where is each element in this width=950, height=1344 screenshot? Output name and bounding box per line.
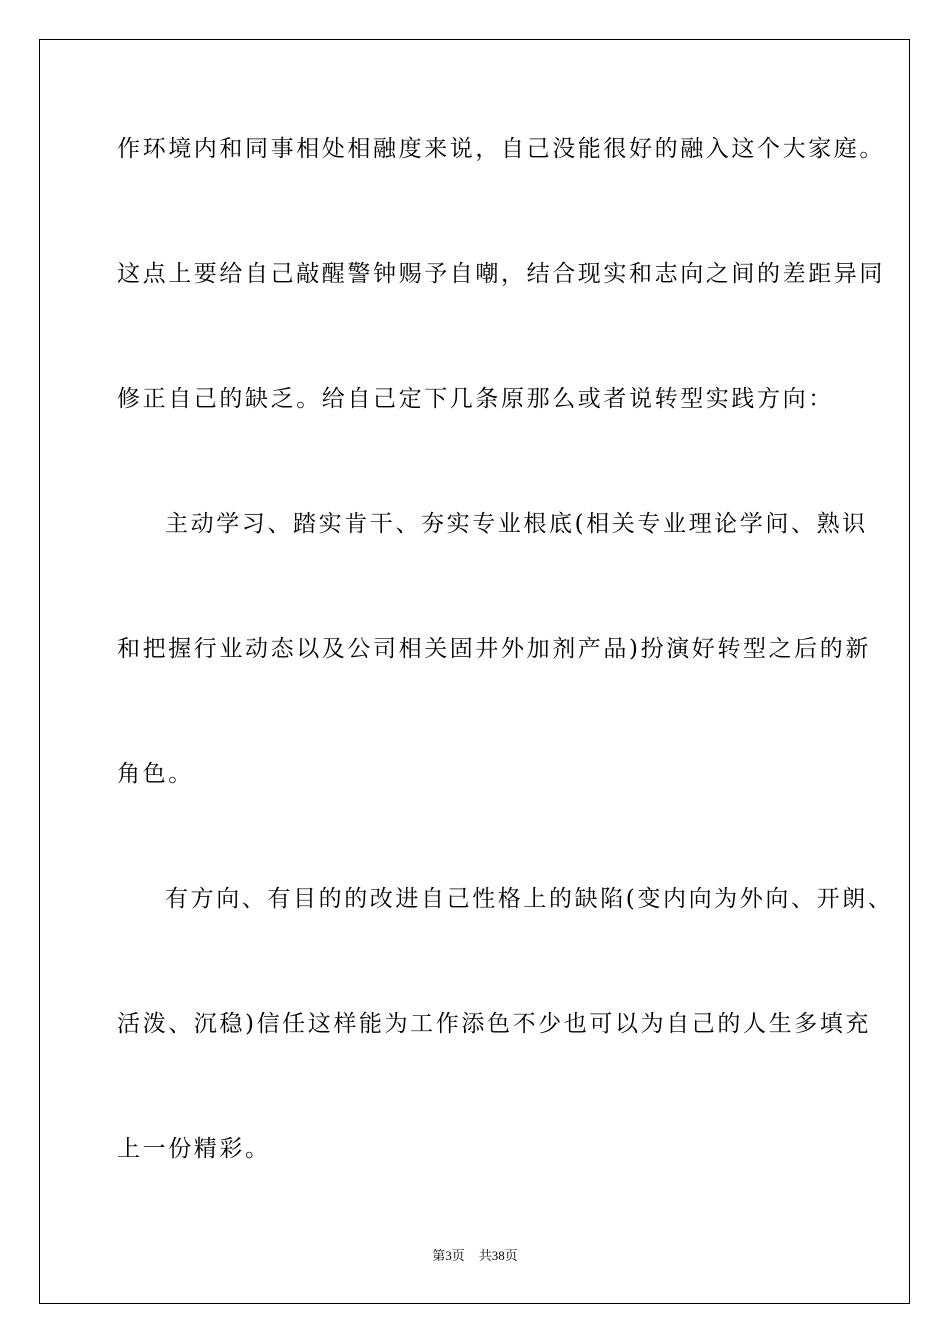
- body-line-5: 和把握行业动态以及公司相关固井外加剂产品)扮演好转型之后的新: [117, 636, 871, 662]
- body-line-7: 有方向、有目的的改进自己性格上的缺陷(变内向为外向、开朗、: [165, 886, 894, 912]
- body-line-9: 上一份精彩。: [117, 1136, 271, 1162]
- page-total: 共38页: [478, 1248, 518, 1263]
- page-number: 第3页: [432, 1248, 465, 1263]
- body-line-4: 主动学习、踏实肯干、夯实专业根底(相关专业理论学问、熟识: [165, 511, 868, 537]
- body-line-6: 角色。: [117, 761, 194, 787]
- body-line-2: 这点上要给自己敲醒警钟赐予自嘲，结合现实和志向之间的差距异同: [117, 261, 885, 287]
- body-line-8: 活泼、沉稳)信任这样能为工作添色不少也可以为自己的人生多填充: [117, 1011, 871, 1037]
- page-footer: [0, 1245, 950, 1264]
- page-border: [39, 39, 910, 1304]
- body-line-3: 修正自己的缺乏。给自己定下几条原那么或者说转型实践方向：: [117, 386, 834, 412]
- body-line-1: 作环境内和同事相处相融度来说，自己没能很好的融入这个大家庭。: [117, 136, 885, 162]
